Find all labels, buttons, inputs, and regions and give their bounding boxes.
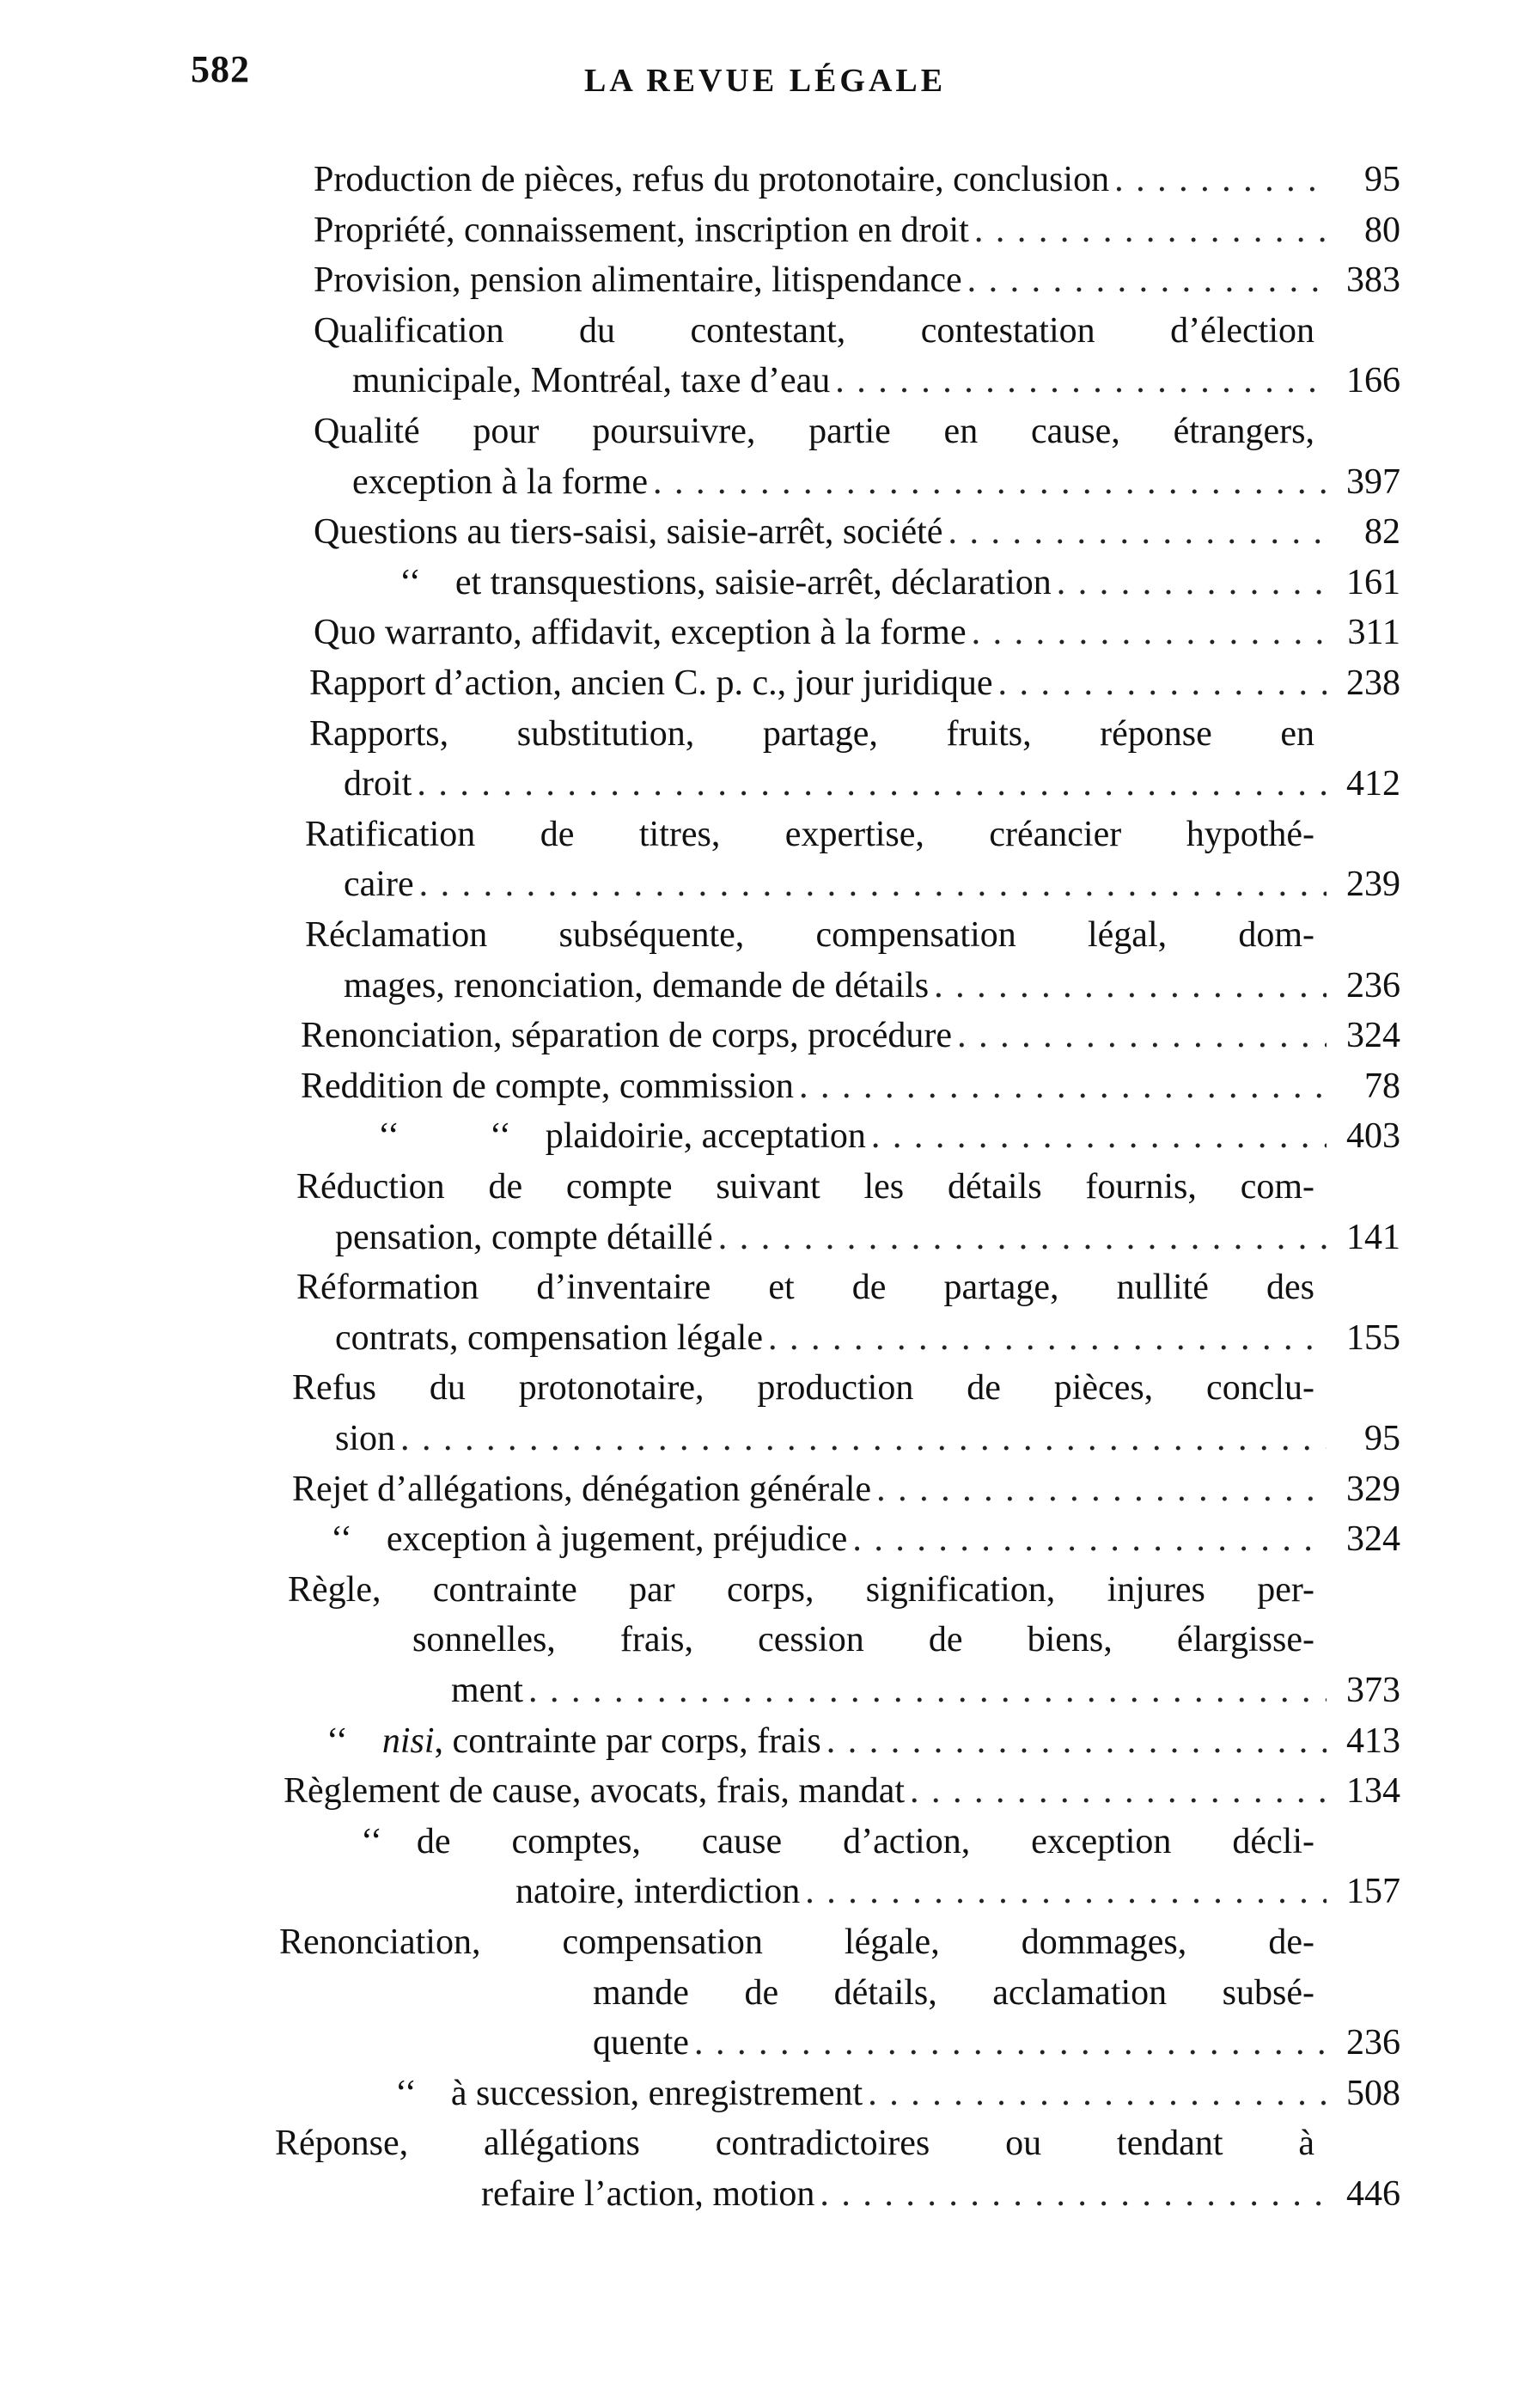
ditto-mark: ‘‘ — [331, 1519, 352, 1559]
dot-leader — [1057, 558, 1327, 608]
entry-text: sion — [335, 1419, 396, 1458]
dot-leader — [972, 608, 1327, 657]
index-entry-line — [451, 1665, 1400, 1715]
dot-leader — [934, 961, 1327, 1011]
index-entry-line — [288, 1565, 1314, 1615]
entry-text: Refus du protonotaire, production de pièces, conclu- — [292, 1368, 1314, 1408]
entry-text: caire — [344, 865, 414, 904]
page-reference: 141 — [1346, 1218, 1400, 1257]
page-reference: 166 — [1346, 361, 1400, 400]
index-entry-line — [344, 961, 1400, 1011]
entry-text: exception à la forme — [352, 462, 648, 502]
page-reference: 155 — [1346, 1318, 1400, 1358]
entry-text: Reddition de compte, commission — [301, 1066, 794, 1106]
index-entry-line — [275, 2118, 1314, 2168]
index-entry-line — [352, 457, 1400, 507]
ditto-mark: ‘‘ — [326, 1721, 348, 1761]
index-entry-line — [305, 910, 1314, 960]
index-entry-line — [314, 608, 1400, 657]
index-entry-line — [301, 1011, 1400, 1060]
page-reference: 236 — [1346, 966, 1400, 1005]
index-entry-line — [309, 658, 1400, 708]
index-entry-line — [292, 1464, 1400, 1514]
entry-text: Réformation d’inventaire et de partage, nullité des — [296, 1268, 1314, 1307]
index-entry-line — [314, 306, 1314, 356]
ditto-mark: ‘‘ ‘‘ — [378, 1116, 511, 1156]
index-entry-line — [335, 1414, 1400, 1464]
index-entry-line — [361, 1817, 1314, 1867]
page-reference: 373 — [1346, 1671, 1400, 1710]
index-entry-line — [314, 255, 1400, 305]
entry-text: refaire l’action, motion — [481, 2174, 815, 2214]
index-entry-line — [378, 1111, 1400, 1161]
index-entry-line — [335, 1313, 1400, 1363]
entry-text: Qualification du contestant, contestation d’élection — [314, 311, 1314, 351]
index-entry-line — [331, 1514, 1400, 1564]
page-reference: 324 — [1346, 1016, 1400, 1055]
index-entry-line — [314, 155, 1400, 205]
entry-text: Renonciation, compensation légale, dommages, de- — [279, 1922, 1314, 1962]
index-entry-line — [395, 2069, 1400, 2118]
page-reference: 78 — [1364, 1066, 1400, 1106]
page-number: 582 — [191, 48, 250, 90]
index-entry-line — [296, 1162, 1314, 1212]
dot-leader — [876, 1464, 1327, 1514]
page-reference: 397 — [1346, 462, 1400, 502]
page-reference: 157 — [1346, 1872, 1400, 1911]
index-entry-line — [344, 859, 1400, 909]
dot-leader — [799, 1061, 1327, 1111]
page-reference: 239 — [1346, 865, 1400, 904]
dot-leader — [400, 1414, 1327, 1464]
page-reference: 80 — [1364, 211, 1400, 250]
index-entry-line — [292, 1363, 1314, 1413]
dot-leader — [871, 1111, 1327, 1161]
entry-text: de comptes, cause d’action, exception décli- — [416, 1822, 1314, 1861]
page-reference: 446 — [1346, 2174, 1400, 2214]
index-entry-line — [352, 356, 1400, 406]
dot-leader — [1114, 155, 1327, 205]
entry-italic-text: nisi — [381, 1721, 435, 1761]
entry-text: Rapports, substitution, partage, fruits, réponse en — [309, 714, 1314, 754]
index-entry-line — [593, 1968, 1314, 2018]
dot-leader — [417, 759, 1327, 809]
index-entry-line — [344, 759, 1400, 809]
entry-text: Quo warranto, affidavit, exception à la forme — [314, 613, 967, 652]
index-entry-line — [515, 1867, 1400, 1916]
entry-text: Questions au tiers-saisi, saisie-arrêt, société — [314, 512, 943, 552]
entry-text: Propriété, connaissement, inscription en droit — [314, 211, 969, 250]
index-entry-line — [593, 2018, 1400, 2068]
ditto-mark: ‘‘ — [399, 563, 421, 602]
page-reference: 82 — [1364, 512, 1400, 552]
index-entry-line — [279, 1917, 1314, 1967]
entry-text: Réduction de compte suivant les détails fournis, com- — [296, 1167, 1314, 1207]
dot-leader — [910, 1766, 1327, 1816]
index-entry-line — [335, 1213, 1400, 1262]
entry-text: Qualité pour poursuivre, partie en cause, étrangers, — [314, 412, 1314, 451]
index-entry-line — [314, 507, 1400, 557]
index-entry-line — [301, 1061, 1400, 1111]
dot-leader — [694, 2018, 1327, 2068]
index-entry-line — [296, 1262, 1314, 1312]
running-title: LA REVUE LÉGALE — [584, 63, 947, 99]
dot-leader — [718, 1213, 1327, 1262]
page-reference: 134 — [1346, 1771, 1400, 1811]
dot-leader — [868, 2069, 1327, 2118]
page-reference: 95 — [1364, 160, 1400, 199]
dot-leader — [997, 658, 1327, 708]
page-reference: 329 — [1346, 1470, 1400, 1509]
entry-text: Rejet d’allégations, dénégation générale — [292, 1470, 872, 1509]
ditto-mark: ‘‘ — [361, 1822, 382, 1861]
dot-leader — [948, 507, 1327, 557]
dot-leader — [805, 1867, 1327, 1916]
entry-text: mande de détails, acclamation subsé- — [593, 1973, 1314, 2013]
page-reference: 236 — [1346, 2023, 1400, 2063]
entry-text: à succession, enregistrement — [450, 2074, 863, 2113]
entry-text: Production de pièces, refus du protonotaire, conclusion — [314, 160, 1110, 199]
dot-leader — [974, 205, 1327, 255]
entry-text: Règlement de cause, avocats, frais, mandat — [284, 1771, 906, 1811]
page-reference: 311 — [1347, 613, 1400, 652]
entry-text: Renonciation, séparation de corps, procédure — [301, 1016, 953, 1055]
entry-text: Réclamation subséquente, compensation légal, dom- — [305, 915, 1314, 955]
entry-text: quente — [593, 2023, 689, 2063]
entry-text: natoire, interdiction — [515, 1872, 801, 1911]
entry-text — [382, 1716, 821, 1766]
index-entry-line — [481, 2169, 1400, 2219]
index-entry-line — [314, 205, 1400, 255]
dot-leader — [768, 1313, 1327, 1363]
dot-leader — [852, 1514, 1327, 1564]
entry-text: sonnelles, frais, cession de biens, élargisse- — [412, 1620, 1314, 1659]
entry-text: droit — [344, 764, 412, 804]
dot-leader — [967, 255, 1327, 305]
entry-text: mages, renonciation, demande de détails — [344, 966, 930, 1005]
dot-leader — [826, 1716, 1327, 1766]
index-entry-line — [314, 406, 1314, 456]
page-reference: 383 — [1346, 260, 1400, 300]
entry-text: Réponse, allégations contradictoires ou tendant à — [275, 2124, 1314, 2163]
page-reference: 161 — [1346, 563, 1400, 602]
dot-leader — [528, 1665, 1327, 1715]
entry-text: Ratification de titres, expertise, créancier hypothé- — [305, 815, 1314, 854]
page-reference: 412 — [1346, 764, 1400, 804]
ditto-mark: ‘‘ — [395, 2074, 417, 2113]
index-entry-line — [284, 1766, 1400, 1816]
entry-text: et transquestions, saisie-arrêt, déclaration — [454, 563, 1052, 602]
entry-text: ment — [451, 1671, 523, 1710]
entry-text: Provision, pension alimentaire, litispendance — [314, 260, 962, 300]
entry-text: exception à jugement, préjudice — [386, 1519, 848, 1559]
dot-leader — [835, 356, 1327, 406]
entry-text: pensation, compte détaillé — [335, 1218, 713, 1257]
dot-leader — [653, 457, 1327, 507]
entry-text: Rapport d’action, ancien C. p. c., jour juridique — [309, 663, 993, 703]
page-reference: 413 — [1346, 1721, 1400, 1761]
page-reference: 95 — [1364, 1419, 1400, 1458]
dot-leader — [419, 859, 1327, 909]
index-entry-line — [399, 558, 1400, 608]
entry-text-rest: , contrainte par corps, frais — [434, 1721, 821, 1761]
page-reference: 403 — [1346, 1116, 1400, 1156]
index-entry-line — [326, 1716, 1400, 1766]
dot-leader — [957, 1011, 1327, 1060]
page-reference: 508 — [1346, 2074, 1400, 2113]
page-reference: 238 — [1346, 663, 1400, 703]
entry-text: municipale, Montréal, taxe d’eau — [352, 361, 831, 400]
index-entry-line — [412, 1615, 1314, 1665]
entry-text: plaidoirie, acceptation — [545, 1116, 866, 1156]
entry-text: Règle, contrainte par corps, signification, injures per- — [288, 1570, 1314, 1610]
page-reference: 324 — [1346, 1519, 1400, 1559]
entry-text: contrats, compensation légale — [335, 1318, 763, 1358]
index-entry-line — [309, 709, 1314, 759]
dot-leader — [820, 2169, 1327, 2219]
index-entry-line — [305, 810, 1314, 859]
